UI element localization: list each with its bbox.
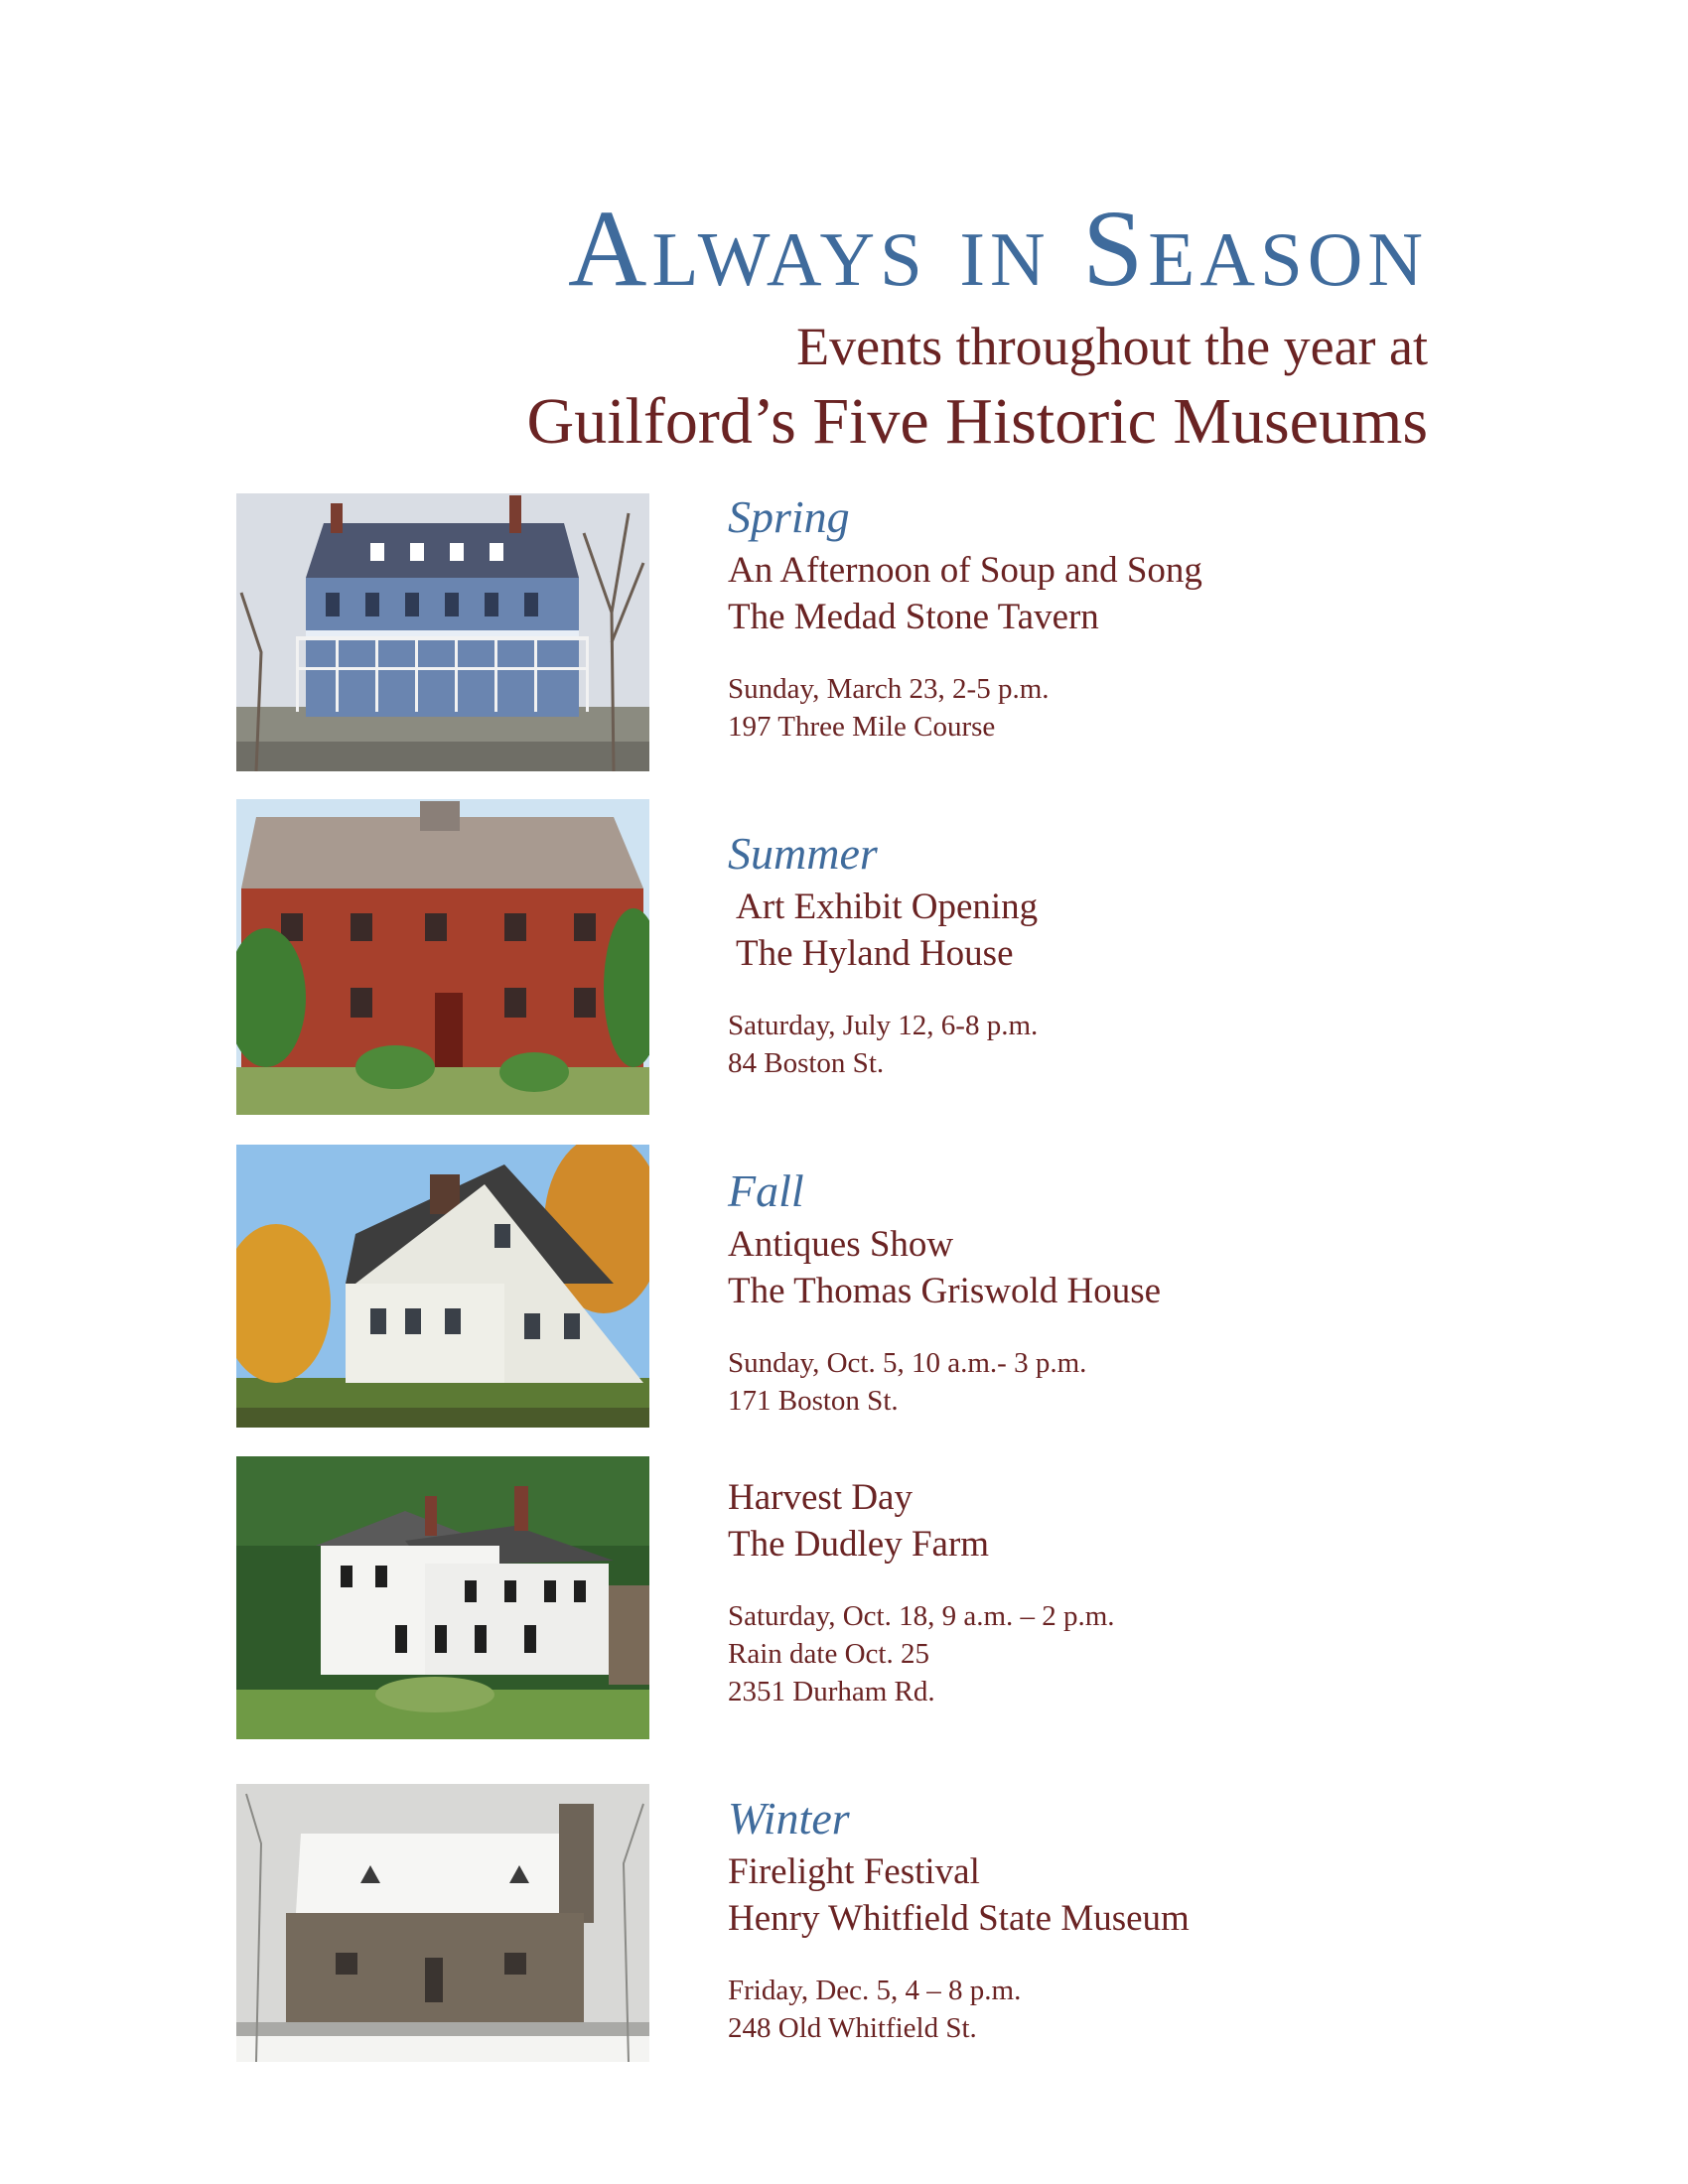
event-name: An Afternoon of Soup and Song	[728, 550, 1202, 592]
event-address: 2351 Durham Rd.	[728, 1676, 935, 1707]
event-date: Sunday, March 23, 2-5 p.m.	[728, 673, 1050, 706]
event-name: Harvest Day	[728, 1477, 913, 1518]
season-heading: Fall	[728, 1165, 804, 1216]
event-fall	[728, 1167, 1502, 1420]
event-venue: Henry Whitfield State Museum	[728, 1898, 1190, 1940]
photo-dudley-farm	[236, 1456, 649, 1739]
event-venue: The Medad Stone Tavern	[728, 597, 1099, 638]
event-venue: The Dudley Farm	[728, 1524, 990, 1565]
page-subtitle: Events throughout the year at	[796, 317, 1428, 376]
event-address: 171 Boston St.	[728, 1385, 899, 1418]
page-subtitle-museums: Guilford’s Five Historic Museums	[526, 385, 1428, 458]
photo-medad-stone-tavern	[236, 493, 649, 771]
season-heading: Winter	[728, 1793, 850, 1843]
event-date: Sunday, Oct. 5, 10 a.m.- 3 p.m.	[728, 1347, 1087, 1380]
event-spring	[728, 493, 1502, 746]
event-address: 84 Boston St.	[728, 1047, 885, 1080]
page-title: Always in Season	[568, 188, 1428, 309]
event-venue: The Hyland House	[736, 933, 1014, 975]
photo-hyland-house	[236, 799, 649, 1115]
season-heading: Summer	[728, 828, 878, 879]
event-date: Saturday, July 12, 6-8 p.m.	[728, 1010, 1039, 1042]
season-heading: Spring	[728, 491, 850, 542]
event-address: 248 Old Whitfield St.	[728, 2012, 977, 2045]
event-winter	[728, 1795, 1502, 2047]
event-name: Firelight Festival	[728, 1851, 980, 1893]
event-venue: The Thomas Griswold House	[728, 1271, 1162, 1312]
event-name: Art Exhibit Opening	[736, 887, 1039, 928]
photo-henry-whitfield-museum	[236, 1784, 649, 2062]
photo-thomas-griswold-house	[236, 1145, 649, 1428]
event-summer	[728, 830, 1502, 1082]
event-rain-date: Rain date Oct. 25	[728, 1638, 929, 1670]
event-address: 197 Three Mile Course	[728, 711, 996, 744]
event-date: Friday, Dec. 5, 4 – 8 p.m.	[728, 1975, 1022, 2007]
event-name: Antiques Show	[728, 1224, 954, 1266]
event-harvest-day	[728, 1474, 1502, 1710]
event-date: Saturday, Oct. 18, 9 a.m. – 2 p.m.	[728, 1600, 1115, 1632]
